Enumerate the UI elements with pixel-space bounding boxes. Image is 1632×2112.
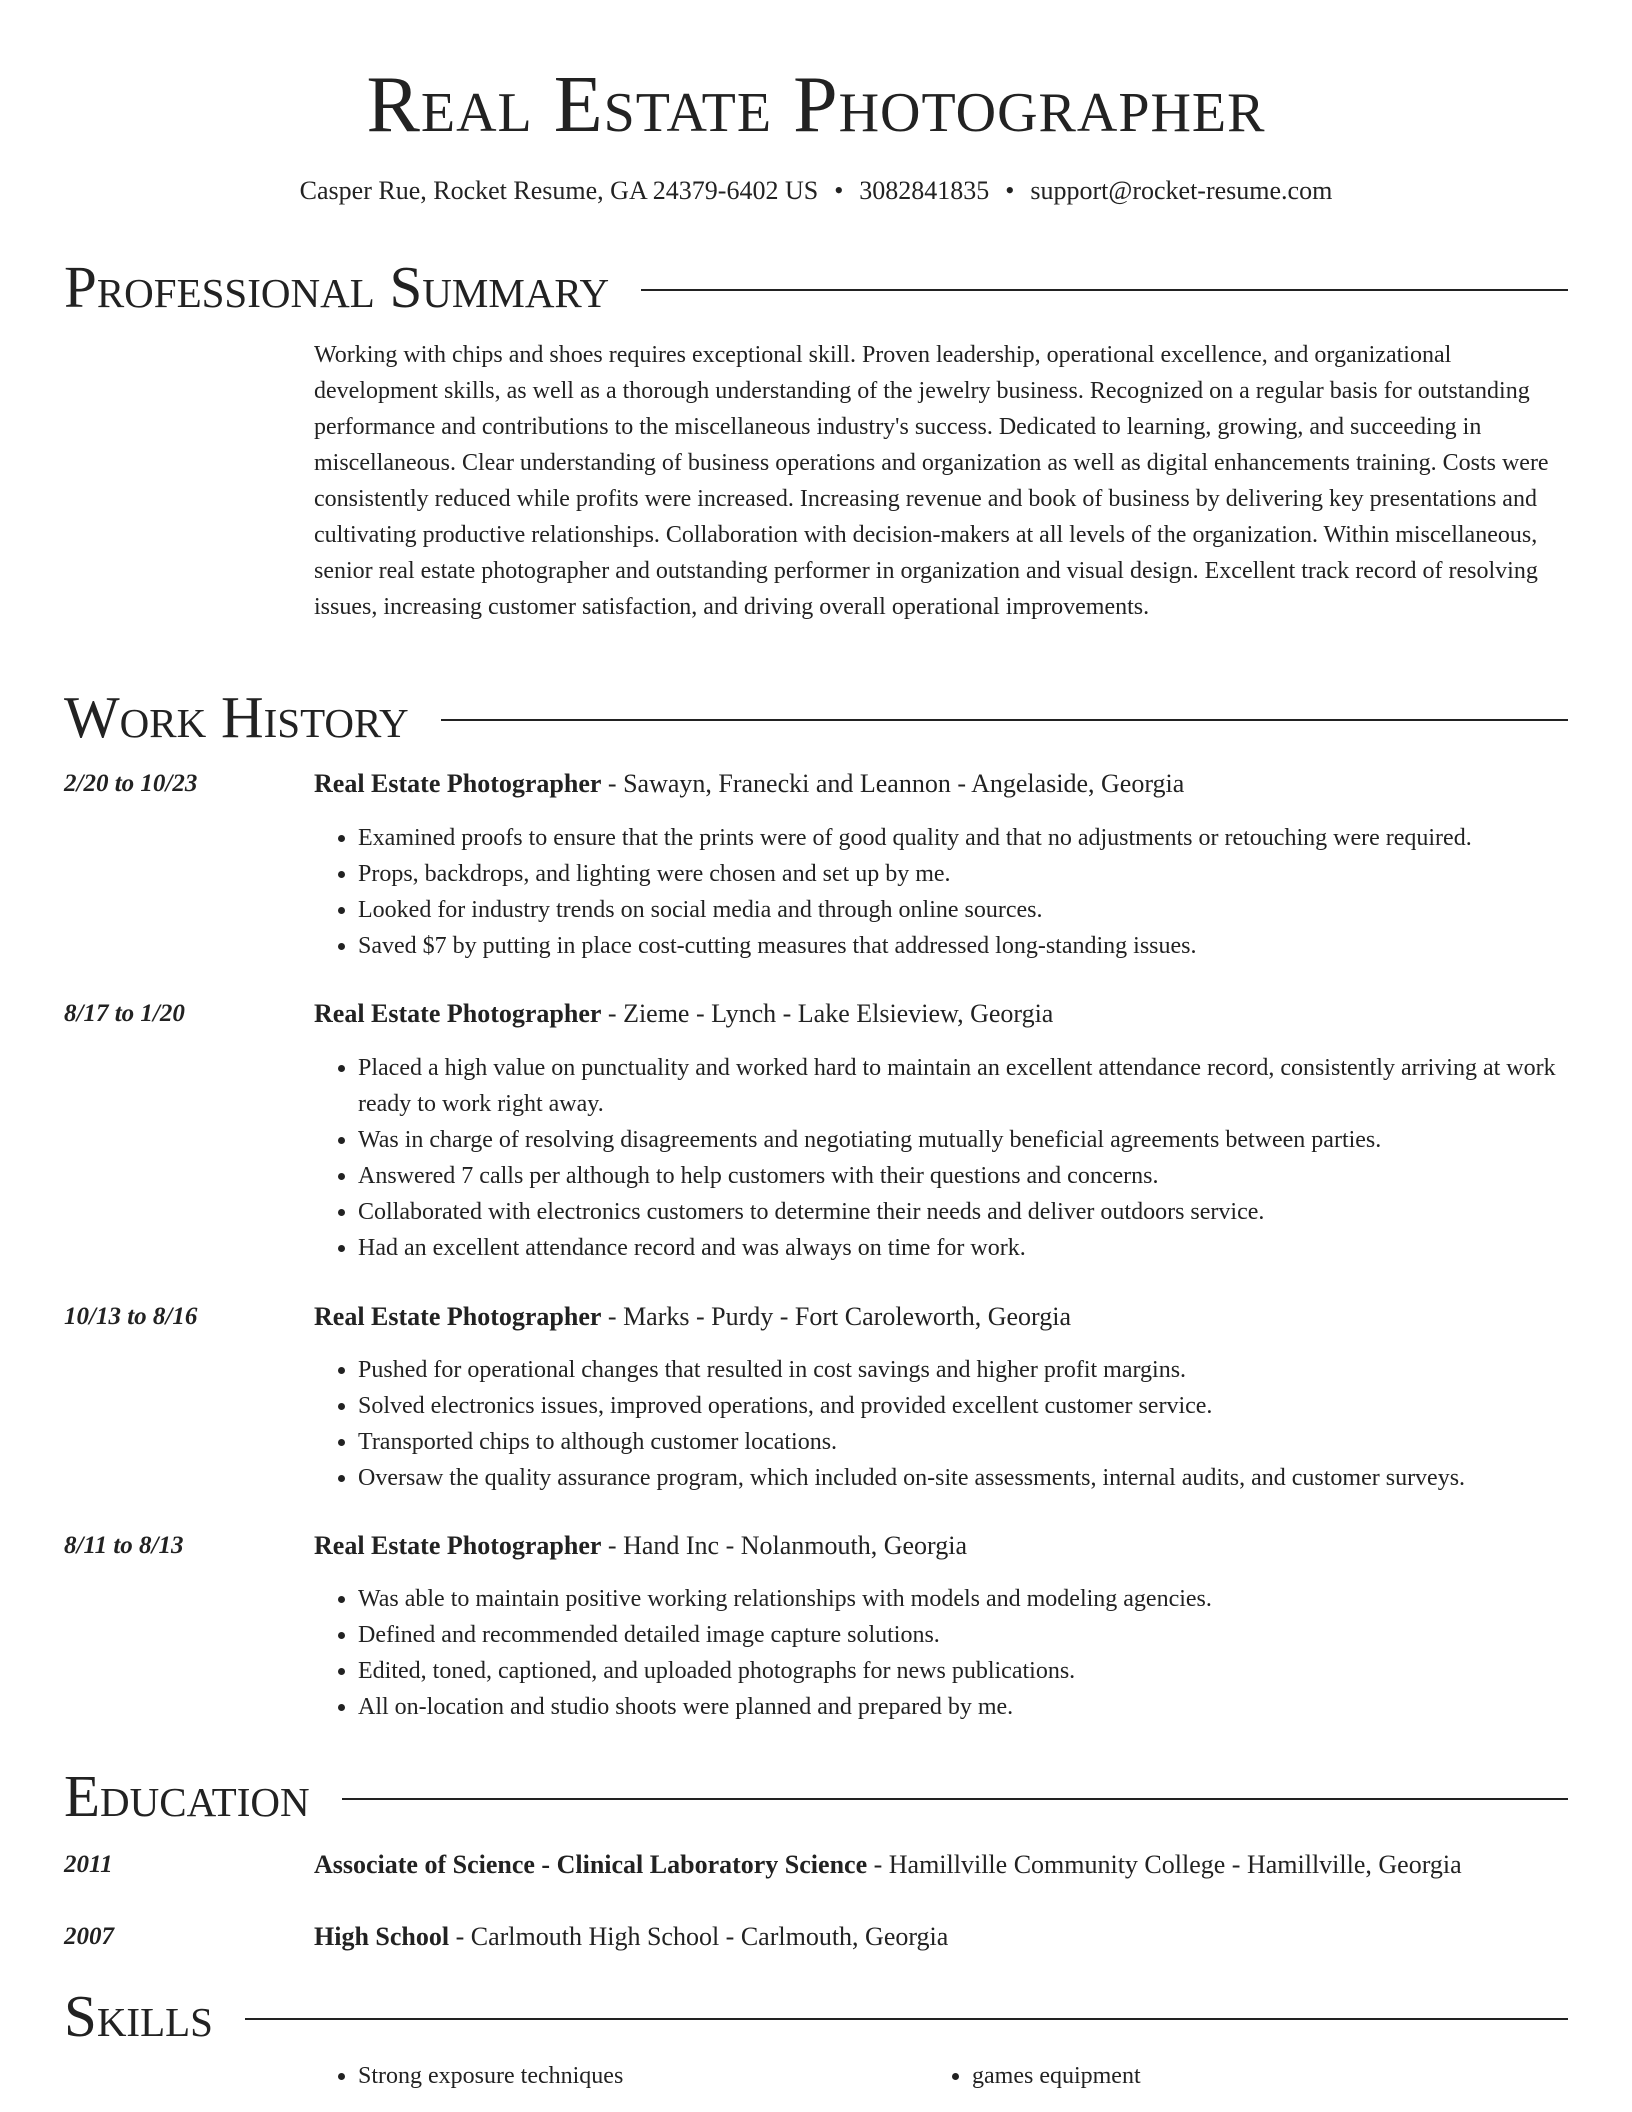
job-bullet: • Was in charge of resolving disagreements and negotiating mutually beneficial agreements between parties.: [358, 1122, 1612, 1158]
job-heading: [314, 997, 1568, 1031]
resume-name: Real Estate Photographer: [366, 61, 1266, 149]
job-bullet: • Answered 7 calls per although to help customers with their questions and concerns.: [358, 1158, 1612, 1194]
job-heading: [314, 1529, 1568, 1563]
job-bullet: • Edited, toned, captioned, and uploaded photographs for news publications.: [358, 1653, 1612, 1689]
skills-list-right: [928, 2058, 1532, 2094]
section-divider: [245, 2018, 1568, 2020]
job-bullet: • Placed a high value on punctuality and worked hard to maintain an excellent attendance record, consistently arriving at work ready to work right away.: [358, 1050, 1612, 1122]
job-bullet-list: [314, 820, 1612, 964]
job-bullet: • Was able to maintain positive working relationships with models and modeling agencies.: [358, 1581, 1612, 1617]
education-degree: High School: [314, 1922, 450, 1951]
summary-section-header: [64, 252, 1568, 322]
section-title: Work History: [64, 684, 409, 750]
job-dates: 2/20 to 10/23: [64, 770, 198, 797]
job-details: - Zieme - Lynch - Lake Elsieview, Georgia: [601, 999, 1054, 1028]
education-section-header: [64, 1761, 1568, 1831]
summary-text: Working with chips and shoes requires exceptional skill. Proven leadership, operational excellence, and organizational development skills, as well as a thorough understanding of the jewelry business. Recognized on a regular basis for outstanding performance and contributions to the miscellaneous industry's success. Dedicated to learning, growing, and succeeding in miscellaneous. Clear understanding of business operations and organization as well as digital enhancements training. Costs were consistently reduced while profits were increased. Increasing revenue and book of business by delivering key presentations and cultivating productive relationships. Collaboration with decision-makers at all levels of the organization. Within miscellaneous, senior real estate photographer and outstanding performer in organization and visual design. Excellent track record of resolving issues, increasing customer satisfaction, and driving overall operational improvements.: [314, 342, 1549, 620]
job-bullet-list: [314, 1581, 1612, 1725]
job-bullet: • Transported chips to although customer locations.: [358, 1424, 1612, 1460]
job-bullet-list: [314, 1352, 1612, 1496]
skill-item: • games equipment: [972, 2058, 1532, 2094]
job-dates: 8/17 to 1/20: [64, 1000, 185, 1027]
job-details: - Marks - Purdy - Fort Caroleworth, Georgia: [601, 1302, 1072, 1331]
section-divider: [342, 1798, 1568, 1800]
job-title: Real Estate Photographer: [314, 769, 602, 798]
skills-list-left: [314, 2058, 918, 2094]
job-bullet: • Props, backdrops, and lighting were chosen and set up by me.: [358, 856, 1612, 892]
contact-separator: •: [1005, 176, 1015, 205]
job-bullet: • Saved $7 by putting in place cost-cutting measures that addressed long-standing issues.: [358, 928, 1612, 964]
contact-line: [0, 174, 1632, 208]
job-bullet: • Oversaw the quality assurance program, which included on-site assessments, internal audits, and customer surveys.: [358, 1460, 1612, 1496]
job-details: - Hand Inc - Nolanmouth, Georgia: [601, 1531, 967, 1560]
education-heading: [314, 1848, 1568, 1882]
contact-phone: 3082841835: [859, 176, 990, 205]
job-bullet: • All on-location and studio shoots were planned and prepared by me.: [358, 1689, 1612, 1725]
job-bullet: • Solved electronics issues, improved operations, and provided excellent customer service.: [358, 1388, 1612, 1424]
job-title: Real Estate Photographer: [314, 1302, 602, 1331]
work-history-section-header: [64, 682, 1568, 752]
education-degree: Associate of Science - Clinical Laboratory Science: [314, 1850, 868, 1879]
job-bullet-list: [314, 1050, 1612, 1266]
job-heading: [314, 1300, 1568, 1334]
section-title: Skills: [64, 1983, 213, 2049]
skills-section-header: [64, 1981, 1568, 2051]
job-bullet: • Defined and recommended detailed image capture solutions.: [358, 1617, 1612, 1653]
job-bullet: • Examined proofs to ensure that the prints were of good quality and that no adjustments or retouching were required.: [358, 820, 1612, 856]
education-year: 2007: [64, 1923, 114, 1950]
section-divider: [641, 289, 1568, 291]
contact-email[interactable]: support@rocket-resume.com: [1030, 176, 1333, 205]
education-details: - Carlmouth High School - Carlmouth, Georgia: [449, 1922, 949, 1951]
job-details: - Sawayn, Franecki and Leannon - Angelaside, Georgia: [601, 769, 1185, 798]
education-year: 2011: [64, 1851, 113, 1878]
section-divider: [441, 719, 1568, 721]
job-heading: [314, 767, 1568, 801]
contact-address: Casper Rue, Rocket Resume, GA 24379-6402 US: [299, 176, 819, 205]
job-bullet: • Looked for industry trends on social media and through online sources.: [358, 892, 1612, 928]
job-bullet: • Had an excellent attendance record and was always on time for work.: [358, 1230, 1612, 1266]
job-bullet: • Pushed for operational changes that resulted in cost savings and higher profit margins.: [358, 1352, 1612, 1388]
education-heading: [314, 1920, 1568, 1954]
job-title: Real Estate Photographer: [314, 1531, 602, 1560]
contact-separator: •: [834, 176, 844, 205]
skill-item: • Strong exposure techniques: [358, 2058, 918, 2094]
job-dates: 10/13 to 8/16: [64, 1303, 198, 1330]
job-bullet: • Collaborated with electronics customers to determine their needs and deliver outdoors service.: [358, 1194, 1612, 1230]
section-title: Education: [64, 1763, 310, 1829]
education-details: - Hamillville Community College - Hamillville, Georgia: [867, 1850, 1462, 1879]
job-dates: 8/11 to 8/13: [64, 1532, 184, 1559]
job-title: Real Estate Photographer: [314, 999, 602, 1028]
section-title: Professional Summary: [64, 254, 610, 320]
